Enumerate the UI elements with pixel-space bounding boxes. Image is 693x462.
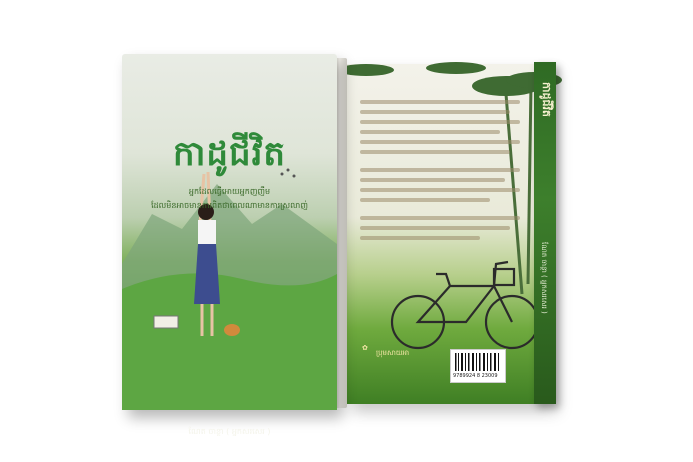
front-cover [122,54,337,436]
book-subtitle-line2: ដែលមិនអាចមានការពិតថាពេលណាមានការស្រលាញ់ [151,201,308,210]
spine-title: កាដូជីវិត [540,82,553,117]
body-text-line [360,100,520,104]
books-stack [154,316,178,328]
spine-author: ណែត ចាន្ថា ( អ្នកសរសេរ ) [540,242,548,314]
publisher-logo-icon: ✿ [362,344,368,352]
body-text-line [360,226,510,230]
body-text-line [360,110,510,114]
body-text-line [360,216,520,220]
body-text-line [360,120,520,124]
book-spine [534,62,556,404]
body-text-line [360,198,490,202]
body-text-line [360,130,500,134]
body-text-line [360,188,520,192]
book-subtitle-line1: អ្នកដែលធ្វើអោយអ្នកញញឹម [188,187,271,196]
book-author: ណែត​ ចាន្ថា ( អ្នកសរសេរ ) [188,427,271,436]
body-text-line [360,150,510,154]
body-text-line [360,178,505,182]
body-text-line [360,140,520,144]
body-text-line [360,168,520,172]
bicycle-illustration [392,262,538,348]
body-text-line [360,236,480,240]
landscape-illustration [122,54,337,410]
book-title: កាដូជីវិត [173,134,286,174]
cat [224,324,240,336]
barcode-number: 9789924 8 23009 [453,373,498,379]
publisher-name: ប្រុមសាយអា [376,349,410,357]
back-cover [346,64,552,404]
barcode [450,349,506,383]
